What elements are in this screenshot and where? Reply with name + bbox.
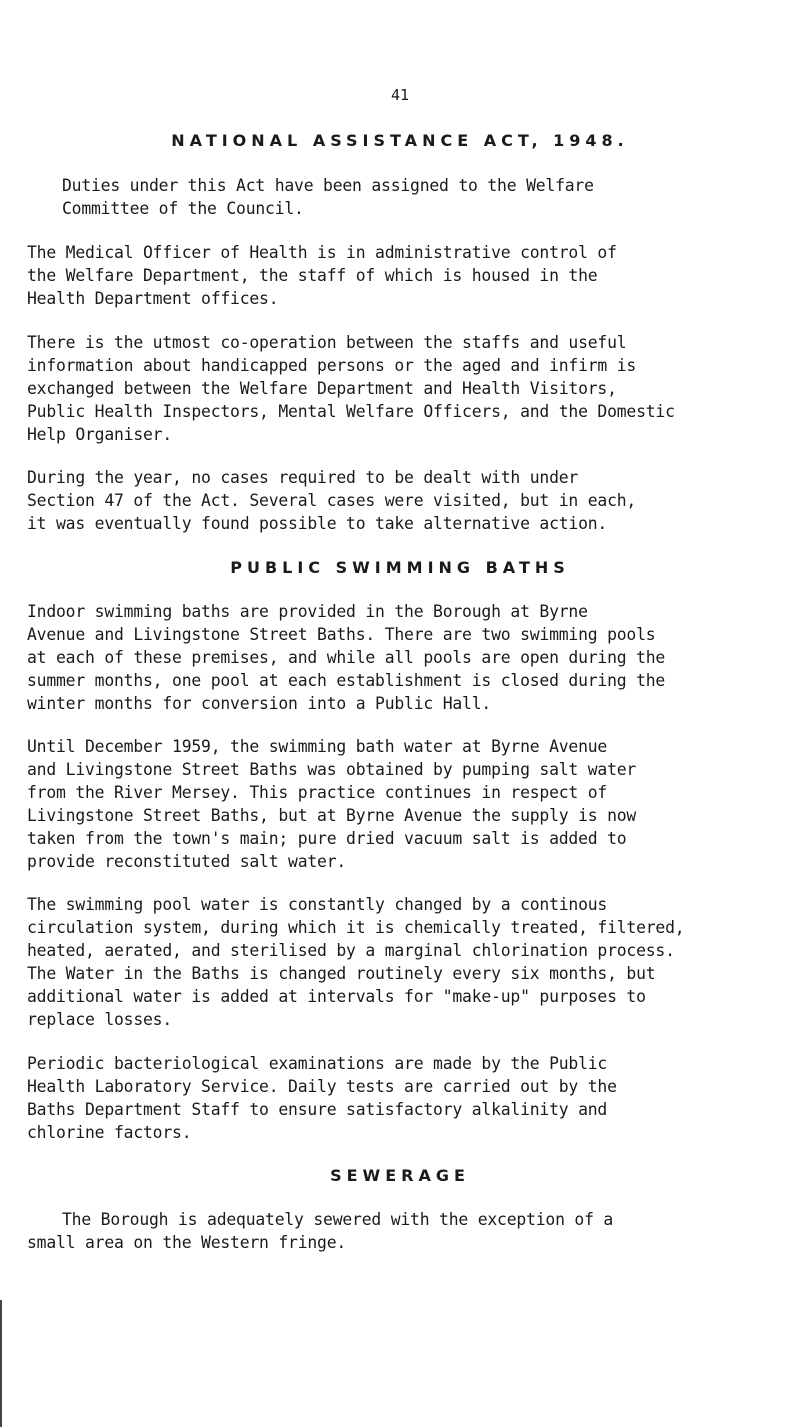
text-line: and Livingstone Street Baths was obtained by pumping salt water [27, 760, 637, 779]
text-line: During the year, no cases required to be dealt with under [27, 468, 579, 487]
text-line: at each of these premises, and while all pools are open during the [27, 648, 666, 667]
text-line: from the River Mersey. This practice continues in respect of [27, 783, 608, 802]
text-line: Health Department offices. [27, 289, 279, 308]
text-line: The Borough is adequately sewered with the exception of a [62, 1210, 614, 1229]
page-number: 41 [390, 86, 410, 104]
heading-national-assistance-act: NATIONAL ASSISTANCE ACT, 1948. [171, 131, 629, 150]
text-line: The swimming pool water is constantly changed by a continous [27, 895, 608, 914]
paragraph [27, 600, 665, 715]
text-line: Health Laboratory Service. Daily tests are carried out by the [27, 1077, 617, 1096]
text-line: the Welfare Department, the staff of which is housed in the [27, 266, 598, 285]
text-line: provide reconstituted salt water. [27, 852, 347, 871]
scan-edge-mark [0, 1300, 2, 1427]
text-line: circulation system, during which it is chemically treated, filtered, [27, 918, 685, 937]
text-line: Indoor swimming baths are provided in the Borough at Byrne [27, 602, 588, 621]
heading-sewerage: SEWERAGE [330, 1166, 470, 1185]
text-line: Section 47 of the Act. Several cases were visited, but in each, [27, 491, 637, 510]
paragraph [27, 893, 684, 1031]
text-line: Duties under this Act have been assigned to the Welfare [62, 176, 594, 195]
paragraph [27, 331, 675, 446]
text-line: information about handicapped persons or the aged and infirm is [27, 356, 637, 375]
text-line: additional water is added at intervals for "make-up" purposes to [27, 987, 646, 1006]
text-line: heated, aerated, and sterilised by a marginal chlorination process. [27, 941, 675, 960]
text-line: Livingstone Street Baths, but at Byrne Avenue the supply is now [27, 806, 637, 825]
heading-public-swimming-baths: PUBLIC SWIMMING BATHS [230, 558, 570, 577]
text-line: Committee of the Council. [62, 199, 304, 218]
paragraph [27, 1208, 613, 1254]
text-line: The Medical Officer of Health is in administrative control of [27, 243, 617, 262]
text-line: small area on the Western fringe. [27, 1233, 347, 1252]
text-line: Baths Department Staff to ensure satisfactory alkalinity and [27, 1100, 608, 1119]
text-line: Avenue and Livingstone Street Baths. There are two swimming pools [27, 625, 656, 644]
text-line: replace losses. [27, 1010, 173, 1029]
text-line: Until December 1959, the swimming bath water at Byrne Avenue [27, 737, 608, 756]
text-line: exchanged between the Welfare Department and Health Visitors, [27, 379, 617, 398]
paragraph [62, 174, 594, 220]
paragraph [27, 735, 636, 873]
text-line: summer months, one pool at each establishment is closed during the [27, 671, 666, 690]
text-line: Public Health Inspectors, Mental Welfare Officers, and the Domestic [27, 402, 675, 421]
text-line: taken from the town's main; pure dried vacuum salt is added to [27, 829, 627, 848]
text-line: There is the utmost co-operation between the staffs and useful [27, 333, 627, 352]
text-line: chlorine factors. [27, 1123, 192, 1142]
text-line: winter months for conversion into a Public Hall. [27, 694, 492, 713]
paragraph [27, 1052, 617, 1144]
paragraph [27, 466, 636, 535]
text-line: it was eventually found possible to take alternative action. [27, 514, 608, 533]
text-line: Periodic bacteriological examinations are made by the Public [27, 1054, 608, 1073]
text-line: Help Organiser. [27, 425, 173, 444]
paragraph [27, 241, 617, 310]
text-line: The Water in the Baths is changed routinely every six months, but [27, 964, 656, 983]
